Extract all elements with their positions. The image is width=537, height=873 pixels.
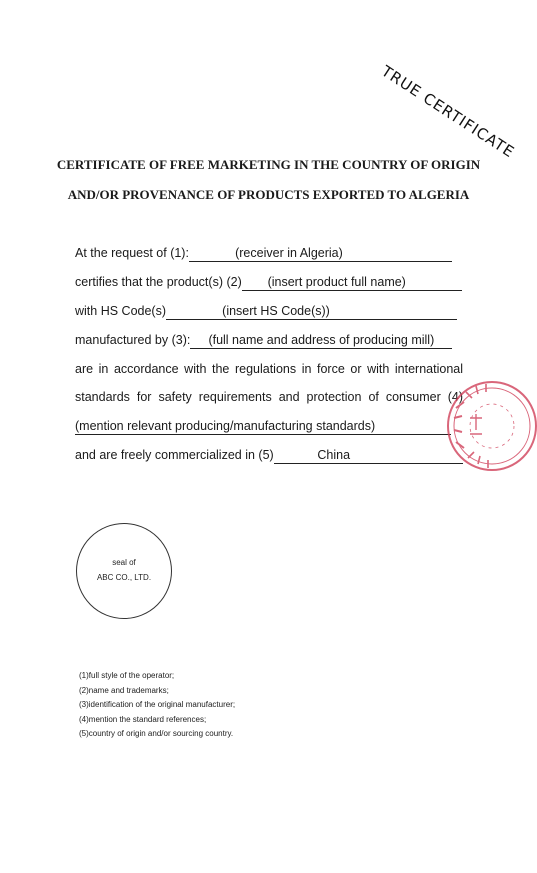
footnote-1: (1)full style of the operator; bbox=[79, 671, 175, 680]
hs-code-label: with HS Code(s) bbox=[75, 304, 166, 318]
certificate-title-line-2: AND/OR PROVENANCE OF PRODUCTS EXPORTED TO ALGERIA bbox=[67, 187, 470, 202]
country-field bbox=[274, 449, 463, 464]
footnote-3: (3)identification of the original manufacturer; bbox=[79, 700, 236, 709]
seal-company-name: ABC CO., LTD. bbox=[96, 573, 152, 582]
country-value: China bbox=[317, 448, 351, 462]
product-field bbox=[242, 276, 462, 291]
hs-code-line bbox=[75, 304, 457, 320]
manufacturer-field bbox=[190, 334, 452, 349]
manufacturer-line bbox=[75, 333, 452, 349]
standards-line: standards for safety requirements and protection of consumer (4) bbox=[75, 390, 463, 404]
manufacturer-placeholder: (full name and address of producing mill) bbox=[208, 333, 435, 347]
standards-placeholder: (mention relevant producing/manufacturing standards) bbox=[75, 419, 376, 433]
product-line bbox=[75, 275, 462, 291]
manufacturer-label: manufactured by (3): bbox=[75, 333, 191, 347]
product-placeholder: (insert product full name) bbox=[267, 275, 406, 289]
footnote-5: (5)country of origin and/or sourcing country. bbox=[79, 729, 234, 738]
receiver-field bbox=[189, 247, 452, 262]
red-company-seal bbox=[442, 378, 510, 476]
certificate-title-line-1: CERTIFICATE OF FREE MARKETING IN THE COUNTRY OF ORIGIN bbox=[56, 157, 481, 172]
request-label: At the request of (1): bbox=[75, 246, 189, 260]
company-seal-circle bbox=[76, 523, 172, 619]
hs-code-field bbox=[166, 305, 457, 320]
receiver-placeholder: (receiver in Algeria) bbox=[235, 246, 343, 260]
standards-field bbox=[75, 420, 451, 435]
product-label: certifies that the product(s) (2) bbox=[75, 275, 242, 289]
request-line bbox=[75, 246, 452, 262]
footnote-4: (4)mention the standard references; bbox=[79, 715, 207, 724]
hs-code-placeholder: (insert HS Code(s)) bbox=[222, 304, 330, 318]
regulations-line: are in accordance with the regulations in force or with international bbox=[75, 362, 463, 376]
commercialized-line bbox=[75, 448, 463, 464]
footnote-2: (2)name and trademarks; bbox=[79, 686, 169, 695]
standards-reference-line bbox=[75, 419, 451, 435]
commercialized-label: and are freely commercialized in (5) bbox=[75, 448, 274, 462]
seal-label: seal of bbox=[112, 558, 136, 567]
true-certificate-stamp: TRUE CERTIFICATE bbox=[378, 62, 518, 162]
